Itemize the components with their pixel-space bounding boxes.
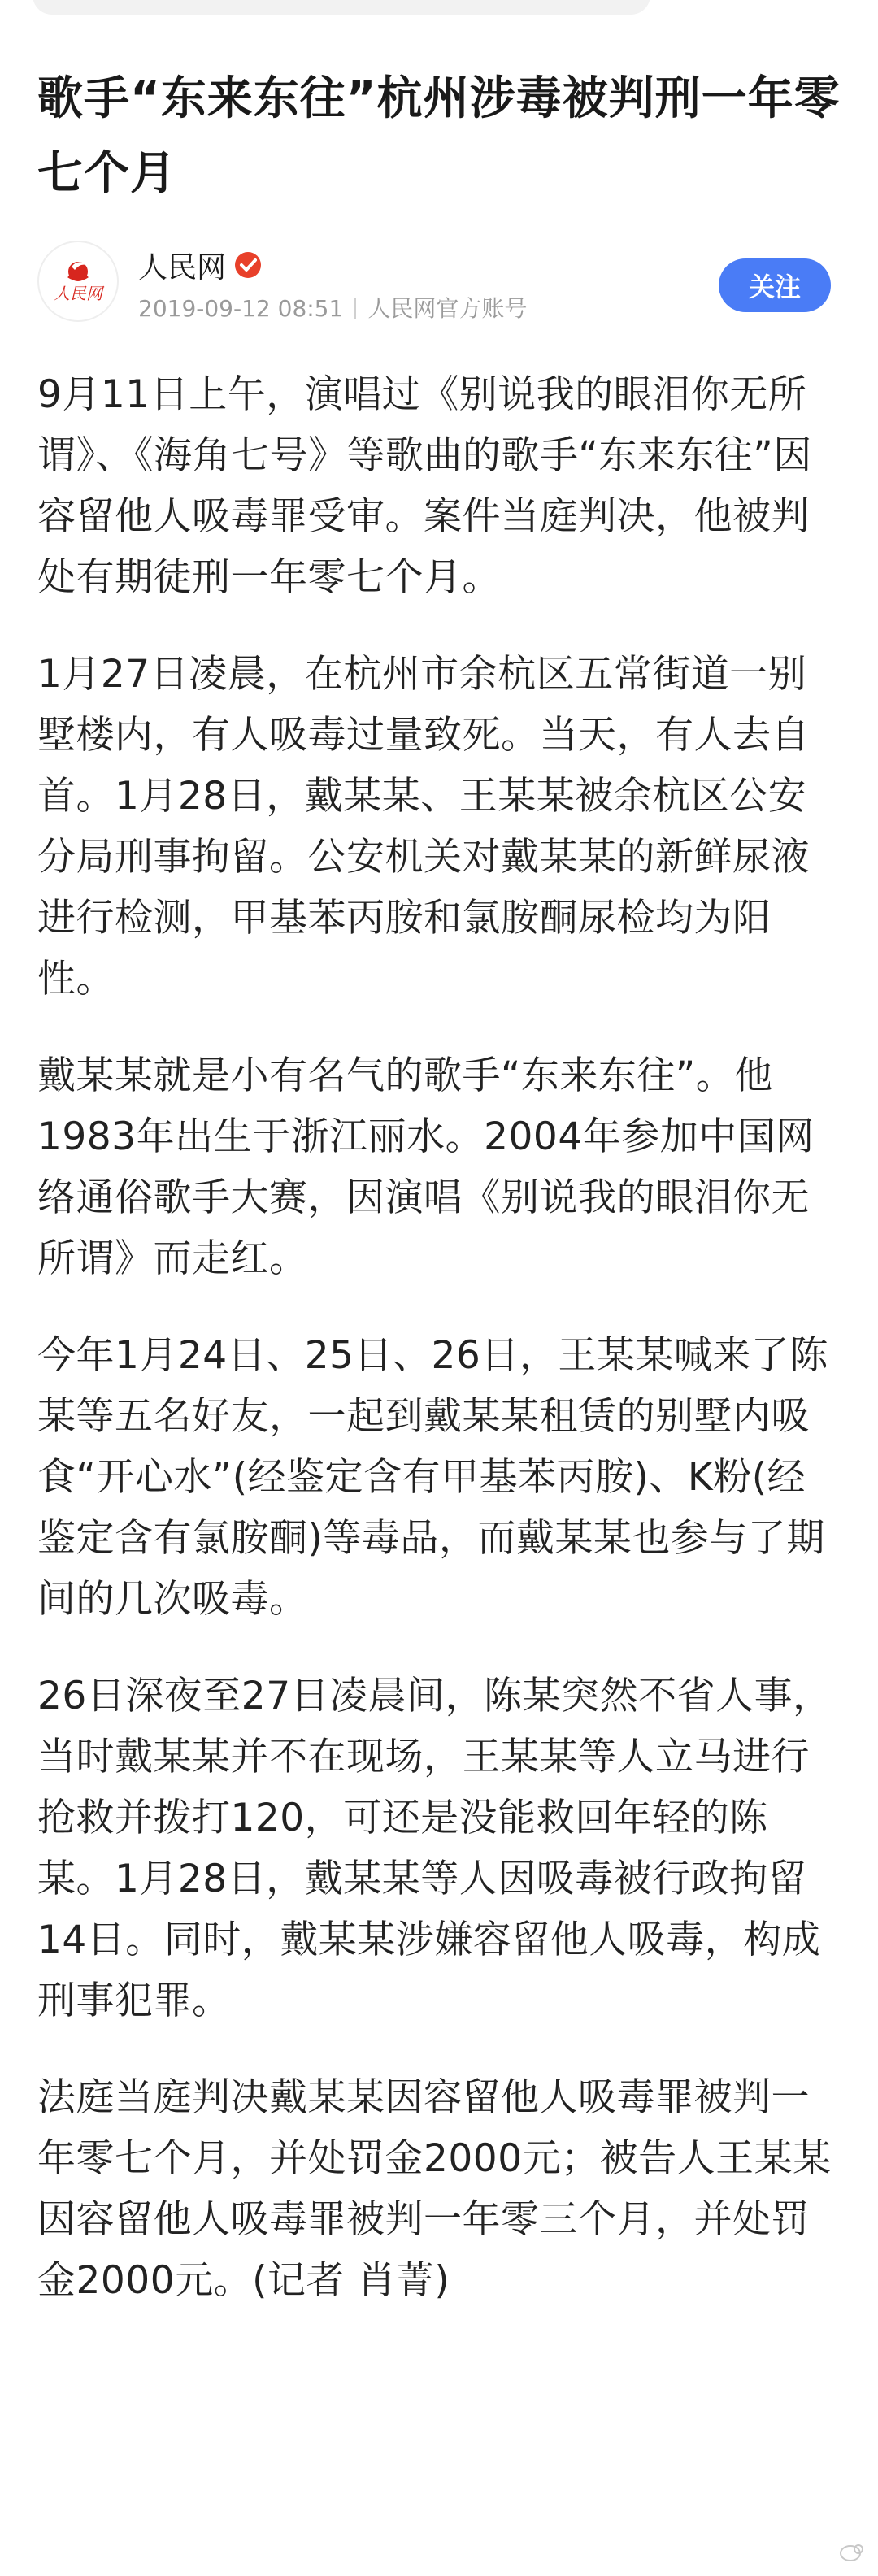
- meta-divider: [354, 298, 356, 319]
- publish-timestamp: 2019-09-12 08:51: [138, 295, 344, 322]
- author-meta: [138, 291, 527, 324]
- verified-badge-icon: [234, 251, 262, 279]
- author-row: [37, 241, 842, 328]
- avatar-logo-text: 人民网: [54, 284, 102, 303]
- article-title: 歌手“东来东往”杭州涉毒被判刑一年零七个月: [37, 72, 841, 200]
- author-name-line: [138, 245, 262, 285]
- follow-button[interactable]: 关注: [719, 258, 831, 312]
- article-paragraph: 26日深夜至27日凌晨间，陈某突然不省人事，当时戴某某并不在现场，王某某等人立马进行抢救并拨打120，可还是没能救回年轻的陈某。1月28日，戴某某等人因吸毒被行政拘留14日。同时，戴某某涉嫌容留他人吸毒，构成刑事犯罪。: [37, 1674, 832, 2023]
- article-paragraph: 戴某某就是小有名气的歌手“东来东往”。他1983年出生于浙江丽水。2004年参加中国网络通俗歌手大赛，因演唱《别说我的眼泪你无所谓》而走红。: [37, 1053, 815, 1281]
- article-paragraph: 今年1月24日、25日、26日，王某某喊来了陈某等五名好友，一起到戴某某租赁的别墅内吸食“开心水”(经鉴定含有甲基苯丙胺)、K粉(经鉴定含有氯胺酮)等毒品，而戴某某也参与了期间的几次吸毒。: [37, 1333, 828, 1622]
- top-search-bar-remnant: [33, 0, 650, 15]
- account-note: 人民网官方账号: [367, 295, 528, 322]
- author-name[interactable]: 人民网: [138, 250, 227, 285]
- article-body: [37, 364, 842, 2347]
- article-paragraph: 1月27日凌晨，在杭州市余杭区五常街道一别墅楼内，有人吸毒过量致死。当天，有人去自首。1月28日，戴某某、王某某被余杭区公安分局刑事拘留。公安机关对戴某某的新鲜尿液进行检测，甲基苯丙胺和氯胺酮尿检均为阳性。: [37, 652, 810, 1001]
- corner-watermark-icon: [839, 2542, 867, 2563]
- author-avatar[interactable]: [37, 241, 119, 322]
- people-daily-logo: [39, 242, 117, 320]
- article-paragraph: 9月11日上午，演唱过《别说我的眼泪你无所谓》、《海角七号》等歌曲的歌手“东来东往”因容留他人吸毒罪受审。案件当庭判决，他被判处有期徒刑一年零七个月。: [37, 372, 812, 600]
- article-paragraph: 法庭当庭判决戴某某因容留他人吸毒罪被判一年零七个月，并处罚金2000元；被告人王某某因容留他人吸毒罪被判一年零三个月，并处罚金2000元。(记者 肖菁): [37, 2075, 832, 2303]
